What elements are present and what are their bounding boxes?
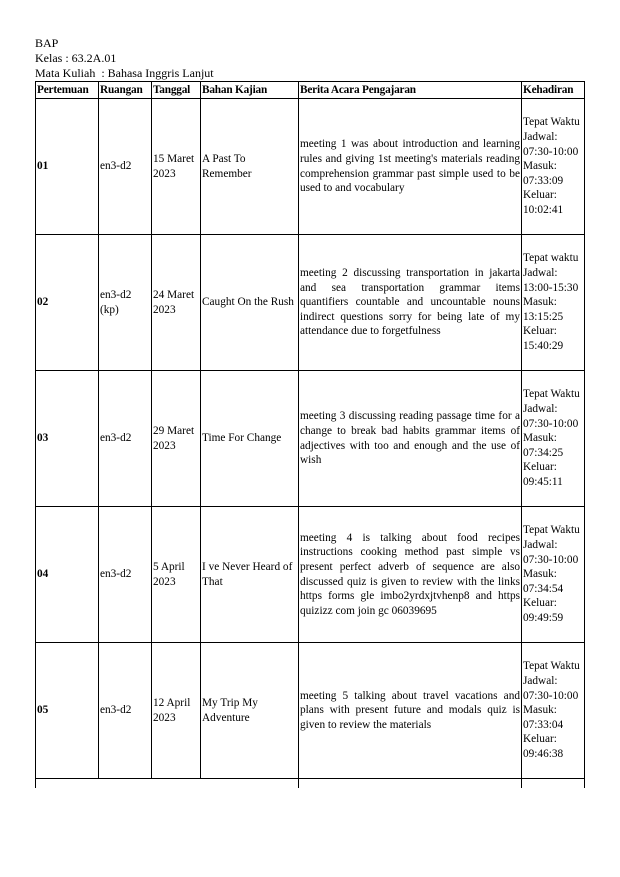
column-header-berita-acara: Berita Acara Pengajaran xyxy=(299,82,522,99)
kehadiran-cell: Tepat Waktu Jadwal: 07:30-10:00 Masuk: 07:34:54 Keluar: 09:49:59 xyxy=(522,507,585,643)
pertemuan-cell: 01 xyxy=(36,99,99,235)
bap-table xyxy=(35,81,585,779)
berita-acara-cell: meeting 4 is talking about food recipes instructions cooking method past simple vs present perfect adverb of sequence are also discussed quiz is given to review with the links https forms gle imbo2yrdxjtvhenp8 and https quizizz com join gc 06039695 xyxy=(299,507,522,643)
bahan-kajian-cell: I ve Never Heard of That xyxy=(201,507,299,643)
bahan-kajian-cell: Caught On the Rush xyxy=(201,235,299,371)
kehadiran-cell: Tepat Waktu Jadwal: 07:30-10:00 Masuk: 07:33:04 Keluar: 09:46:38 xyxy=(522,643,585,779)
column-header-ruangan: Ruangan xyxy=(99,82,152,99)
ruangan-cell: en3-d2 xyxy=(99,643,152,779)
pertemuan-cell: 05 xyxy=(36,643,99,779)
tanggal-cell: 24 Maret 2023 xyxy=(152,235,201,371)
pertemuan-cell: 03 xyxy=(36,371,99,507)
kelas-line: Kelas : 63.2A.01 xyxy=(35,51,117,65)
table-row xyxy=(36,235,585,371)
bahan-kajian-cell: Time For Change xyxy=(201,371,299,507)
document-title: BAP xyxy=(35,36,59,50)
table-row xyxy=(36,507,585,643)
pertemuan-cell: 04 xyxy=(36,507,99,643)
bahan-kajian-cell: A Past To Remember xyxy=(201,99,299,235)
berita-acara-cell: meeting 2 discussing transportation in jakarta and sea transportation grammar items quantifiers countable and uncountable nouns indirect questions sorry for being late of my attendance due to forgetfulness xyxy=(299,235,522,371)
table-continuation-line xyxy=(35,778,36,788)
ruangan-cell: en3-d2 xyxy=(99,99,152,235)
kehadiran-cell: Tepat Waktu Jadwal: 07:30-10:00 Masuk: 07:34:25 Keluar: 09:45:11 xyxy=(522,371,585,507)
tanggal-cell: 5 April 2023 xyxy=(152,507,201,643)
table-row xyxy=(36,643,585,779)
bahan-kajian-cell: My Trip My Adventure xyxy=(201,643,299,779)
table-row xyxy=(36,99,585,235)
pertemuan-cell: 02 xyxy=(36,235,99,371)
column-header-bahan-kajian: Bahan Kajian xyxy=(201,82,299,99)
table-continuation-line xyxy=(298,778,299,788)
table-continuation-line xyxy=(584,778,585,788)
column-header-tanggal: Tanggal xyxy=(152,82,201,99)
mata-kuliah-line: Mata Kuliah : Bahasa Inggris Lanjut xyxy=(35,66,214,80)
column-header-pertemuan: Pertemuan xyxy=(36,82,99,99)
berita-acara-cell: meeting 5 talking about travel vacations and plans with present future and modals quiz is given to review the materials xyxy=(299,643,522,779)
table-header-row xyxy=(36,82,585,99)
column-header-kehadiran: Kehadiran xyxy=(522,82,585,99)
ruangan-cell: en3-d2 xyxy=(99,507,152,643)
berita-acara-cell: meeting 3 discussing reading passage time for a change to break bad habits grammar items of adjectives with too and enough and the use of wish xyxy=(299,371,522,507)
kehadiran-cell: Tepat Waktu Jadwal: 07:30-10:00 Masuk: 07:33:09 Keluar: 10:02:41 xyxy=(522,99,585,235)
tanggal-cell: 29 Maret 2023 xyxy=(152,371,201,507)
tanggal-cell: 12 April 2023 xyxy=(152,643,201,779)
ruangan-cell: en3-d2 (kp) xyxy=(99,235,152,371)
ruangan-cell: en3-d2 xyxy=(99,371,152,507)
document-header xyxy=(35,36,214,81)
table-continuation-line xyxy=(521,778,522,788)
tanggal-cell: 15 Maret 2023 xyxy=(152,99,201,235)
table-row xyxy=(36,371,585,507)
kehadiran-cell: Tepat waktu Jadwal: 13:00-15:30 Masuk: 13:15:25 Keluar: 15:40:29 xyxy=(522,235,585,371)
berita-acara-cell: meeting 1 was about introduction and learning rules and giving 1st meeting's materials reading comprehension grammar past simple used to be used to and vocabulary xyxy=(299,99,522,235)
